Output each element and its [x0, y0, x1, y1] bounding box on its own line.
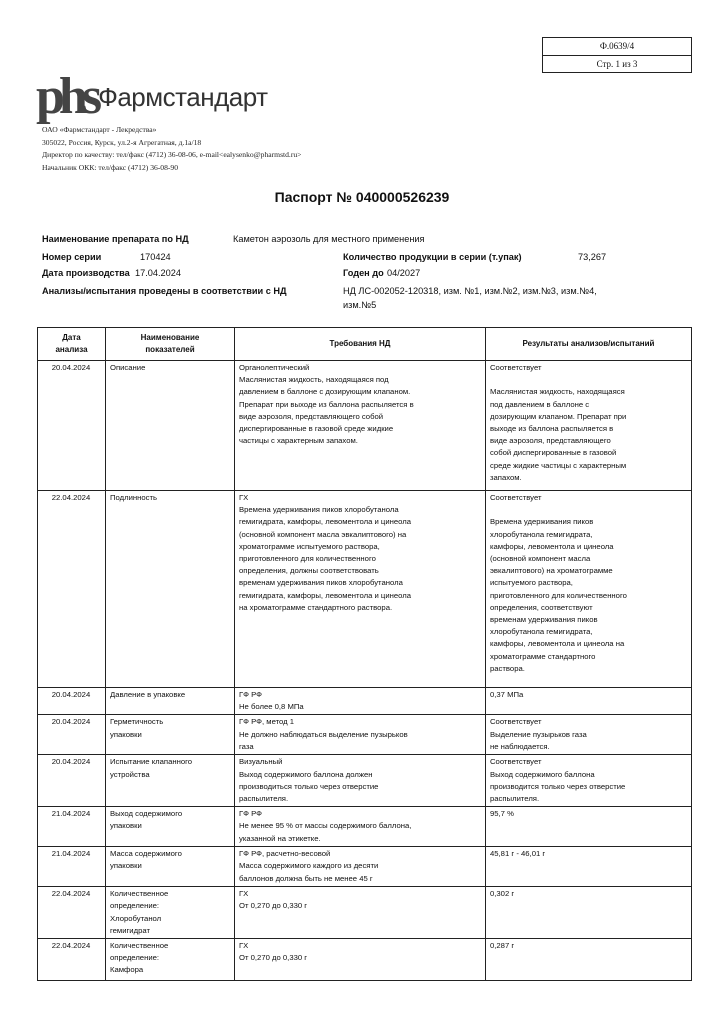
- qty-label: Количество продукции в серии (т.упак): [343, 252, 522, 262]
- cell-date: 21.04.2024: [38, 847, 106, 887]
- cell-requirement: [235, 939, 486, 981]
- cell-date: 20.04.2024: [38, 715, 106, 755]
- company-logo: [36, 68, 268, 125]
- cell-result-line: (основной компонент масла: [490, 554, 591, 564]
- table-row: [38, 715, 692, 755]
- cell-result-line: [490, 504, 688, 516]
- cell-result-line: 0,287 г: [490, 941, 515, 951]
- cell-indicator: [106, 491, 235, 688]
- cell-result-line: производится только через отверстие: [490, 781, 626, 791]
- cell-requirement: [235, 688, 486, 715]
- cell-indicator-line: устройства: [110, 769, 150, 779]
- company-line: ОАО «Фармстандарт - Лекредства»: [42, 125, 157, 134]
- cell-result-line: Времена удерживания пиков: [490, 517, 594, 527]
- cell-result: [486, 688, 692, 715]
- cell-requirement-line: на хроматограмме стандартного раствора.: [239, 602, 393, 612]
- logo-name: Фармстандарт: [98, 82, 268, 112]
- cell-indicator-line: Испытание клапанного: [110, 757, 193, 767]
- cell-requirement-line: виде аэрозоля, представляющего собой: [239, 411, 384, 421]
- cell-indicator-line: Масса содержимого: [110, 849, 182, 859]
- cell-result-line: испытуемого раствора,: [490, 578, 573, 588]
- header-date: Дата анализа: [38, 328, 106, 361]
- cell-requirement-line: временам удерживания пиков хлоробутанола: [239, 578, 403, 588]
- table-row: [38, 755, 692, 807]
- cell-result-line: эвкалиптового) на хроматограмме: [490, 566, 613, 576]
- series-label: Номер серии: [42, 252, 102, 262]
- cell-indicator-line: определение:: [110, 953, 160, 963]
- cell-indicator-line: упаковки: [110, 821, 142, 831]
- cell-requirement: [235, 715, 486, 755]
- cell-requirement-line: От 0,270 до 0,330 г: [239, 953, 308, 963]
- cell-requirement-line: От 0,270 до 0,330 г: [239, 901, 308, 911]
- cell-date: 20.04.2024: [38, 755, 106, 807]
- cell-requirement-line: Масса содержимого каждого из десяти: [239, 861, 379, 871]
- company-details: [42, 124, 301, 174]
- header-results: Результаты анализов/испытаний: [486, 328, 692, 361]
- cell-requirement-line: определения, должны соответствовать: [239, 566, 379, 576]
- cell-indicator-line: упаковки: [110, 861, 142, 871]
- cell-result-line: приготовленного для количественного: [490, 590, 627, 600]
- cell-result: [486, 807, 692, 847]
- nd-line-2: изм.№5: [343, 300, 377, 310]
- cell-result-line: выходе из баллона распыляется в: [490, 424, 614, 434]
- cell-indicator: [106, 807, 235, 847]
- cell-requirement-line: гемигидрата, камфоры, левоментола и цинеола: [239, 517, 411, 527]
- expiry-value: 04/2027: [387, 268, 421, 278]
- header-name: Наименование показателей: [106, 328, 235, 361]
- cell-indicator-line: Камфора: [110, 965, 144, 975]
- expiry-label: Годен до: [343, 268, 384, 278]
- cell-result-line: 45,81 г - 46,01 г: [490, 849, 546, 859]
- cell-requirement: [235, 491, 486, 688]
- company-line: 305022, Россия, Курск, ул.2-я Агрегатная, д.1а/18: [42, 137, 202, 147]
- cell-result-line: [490, 374, 688, 386]
- cell-indicator-line: Описание: [110, 363, 146, 372]
- cell-date: 22.04.2024: [38, 939, 106, 981]
- cell-requirement-line: ГХ: [239, 941, 249, 951]
- cell-requirement-line: Времена удерживания пиков хлоробутанола: [239, 505, 399, 515]
- cell-requirement-line: ГХ: [239, 493, 249, 502]
- cell-result-line: Соответствует: [490, 493, 542, 502]
- cell-requirement-line: ГФ РФ: [239, 809, 263, 819]
- cell-result-line: камфоры, левоментола и цинеола на: [490, 639, 625, 649]
- cell-requirement: [235, 847, 486, 887]
- cell-result-line: запахом.: [490, 472, 522, 482]
- form-code: Ф.0639/4: [543, 38, 691, 56]
- cell-requirement-line: Не менее 95 % от массы содержимого баллона,: [239, 821, 412, 831]
- cell-result-line: распылителя.: [490, 794, 540, 804]
- cell-requirement: [235, 755, 486, 807]
- cell-result-line: Соответствует: [490, 717, 542, 727]
- cell-result-line: Выделение пузырьков газа: [490, 729, 587, 739]
- cell-indicator-line: упаковки: [110, 729, 142, 739]
- production-date-label: Дата производства: [42, 268, 130, 278]
- cell-requirement-line: ГФ РФ: [239, 690, 263, 699]
- series-value: 170424: [140, 252, 171, 262]
- cell-indicator-line: Давление в упаковке: [110, 690, 186, 699]
- cell-indicator: [106, 939, 235, 981]
- cell-result-line: временам удерживания пиков: [490, 615, 598, 625]
- cell-requirement-line: давлением в баллоне с дозирующим клапаном.: [239, 387, 411, 397]
- cell-result-line: собой диспергированные в газовой: [490, 448, 617, 458]
- logo-mark: phs: [36, 68, 97, 125]
- cell-requirement-line: Не более 0,8 МПа: [239, 702, 304, 712]
- cell-result-line: хлоробутанола гемигидрата,: [490, 627, 593, 637]
- cell-result-line: Выход содержимого баллона: [490, 769, 595, 779]
- cell-requirement-line: ГХ: [239, 889, 249, 899]
- table-row: [38, 939, 692, 981]
- cell-result-line: раствора.: [490, 663, 525, 673]
- table-row: [38, 847, 692, 887]
- cell-requirement-line: ГФ РФ, расчетно-весовой: [239, 849, 331, 859]
- cell-result-line: не наблюдается.: [490, 741, 550, 751]
- cell-requirement-line: диспергированные в газовой среде жидкие: [239, 424, 394, 434]
- cell-indicator-line: гемигидрат: [110, 925, 150, 935]
- cell-result: [486, 755, 692, 807]
- cell-indicator-line: Количественное: [110, 941, 169, 951]
- cell-result: [486, 887, 692, 939]
- cell-date: 22.04.2024: [38, 491, 106, 688]
- cell-indicator-line: Подлинность: [110, 493, 158, 502]
- drug-value: Каметон аэрозоль для местного применения: [233, 234, 425, 244]
- cell-indicator-line: Количественное: [110, 889, 169, 899]
- cell-date: 20.04.2024: [38, 688, 106, 715]
- cell-date: 20.04.2024: [38, 361, 106, 491]
- cell-result-line: дозирующим клапаном. Препарат при: [490, 411, 627, 421]
- company-line: Директор по качеству: тел/факс (4712) 36-08-06, e-mail<ealysenko@pharmstd.ru>: [42, 150, 302, 159]
- cell-result-line: под давлением в баллоне с: [490, 399, 590, 409]
- nd-line-1: НД ЛС-002052-120318, изм. №1, изм.№2, изм.№3, изм.№4,: [343, 286, 597, 296]
- page-number: Стр. 1 из 3: [596, 59, 638, 69]
- cell-result: [486, 361, 692, 491]
- cell-result-line: определения, соответствуют: [490, 602, 593, 612]
- tests-label: Анализы/испытания проведены в соответствии с НД: [42, 286, 287, 296]
- form-code-box: [542, 37, 692, 73]
- cell-indicator-line: Хлоробутанол: [110, 913, 162, 923]
- qty-value: 73,267: [578, 252, 607, 262]
- table-row: [38, 887, 692, 939]
- cell-requirement-line: Визуальный: [239, 757, 283, 767]
- cell-requirement: [235, 807, 486, 847]
- cell-requirement: [235, 361, 486, 491]
- cell-date: 21.04.2024: [38, 807, 106, 847]
- cell-requirement-line: Выход содержимого баллона должен: [239, 769, 373, 779]
- page-title: Паспорт № 040000526239: [274, 189, 450, 205]
- cell-result: [486, 491, 692, 688]
- table-row: [38, 361, 692, 491]
- cell-requirement-line: (основной компонент масла эвкалиптового) на: [239, 529, 407, 539]
- cell-date: 22.04.2024: [38, 887, 106, 939]
- cell-indicator: [106, 361, 235, 491]
- cell-indicator: [106, 847, 235, 887]
- cell-result-line: хлоробутанола гемигидрата,: [490, 529, 593, 539]
- cell-requirement-line: Препарат при выходе из баллона распыляется в: [239, 399, 414, 409]
- cell-requirement-line: газа: [239, 741, 254, 751]
- cell-indicator: [106, 887, 235, 939]
- cell-result: [486, 939, 692, 981]
- cell-indicator-line: Выход содержимого: [110, 809, 183, 819]
- cell-indicator-line: определение:: [110, 901, 160, 911]
- cell-requirement-line: Органолептический: [239, 363, 310, 372]
- cell-result: [486, 847, 692, 887]
- cell-result-line: 0,37 МПа: [490, 690, 524, 699]
- cell-result-line: 0,302 г: [490, 889, 515, 899]
- cell-requirement-line: указанной на этикетке.: [239, 833, 321, 843]
- cell-indicator: [106, 715, 235, 755]
- production-date-value: 17.04.2024: [135, 268, 181, 278]
- cell-requirement-line: частицы с характерным запахом.: [239, 436, 358, 446]
- cell-requirement-line: гемигидрата, камфоры, левоментола и цинеола: [239, 590, 411, 600]
- cell-requirement-line: Маслянистая жидкость, находящаяся под: [239, 375, 389, 385]
- header-requirements: Требования НД: [235, 328, 486, 361]
- cell-result-line: камфоры, левоментола и цинеола: [490, 541, 614, 551]
- cell-result-line: 95,7 %: [490, 809, 514, 819]
- cell-result-line: хроматограмме стандартного: [490, 651, 596, 661]
- cell-result-line: Соответствует: [490, 757, 542, 767]
- cell-result: [486, 715, 692, 755]
- cell-indicator: [106, 688, 235, 715]
- cell-result-line: виде аэрозоля, представляющего: [490, 436, 611, 446]
- table-row: [38, 491, 692, 688]
- cell-requirement-line: Не должно наблюдаться выделение пузырьков: [239, 729, 408, 739]
- cell-result-line: Маслянистая жидкость, находящаяся: [490, 387, 625, 397]
- company-line: Начальник ОКК: тел/факс (4712) 36-08-90: [42, 162, 179, 172]
- cell-requirement-line: баллонов должна быть не менее 45 г: [239, 873, 373, 883]
- table-row: [38, 807, 692, 847]
- table-row: [38, 688, 692, 715]
- cell-requirement-line: хроматограмме испытуемого раствора,: [239, 541, 380, 551]
- cell-requirement-line: производиться только через отверстие: [239, 781, 379, 791]
- cell-indicator-line: Герметичность: [110, 717, 164, 727]
- cell-result-line: Соответствует: [490, 363, 542, 372]
- cell-requirement-line: ГФ РФ, метод 1: [239, 717, 295, 727]
- cell-requirement-line: распылителя.: [239, 794, 289, 804]
- analysis-table: [37, 327, 692, 981]
- cell-indicator: [106, 755, 235, 807]
- cell-requirement: [235, 887, 486, 939]
- cell-requirement-line: приготовленного для количественного: [239, 554, 376, 564]
- cell-result-line: среде жидкие частицы с характерным: [490, 460, 627, 470]
- drug-label: Наименование препарата по НД: [42, 234, 189, 244]
- table-header-row: [38, 328, 692, 361]
